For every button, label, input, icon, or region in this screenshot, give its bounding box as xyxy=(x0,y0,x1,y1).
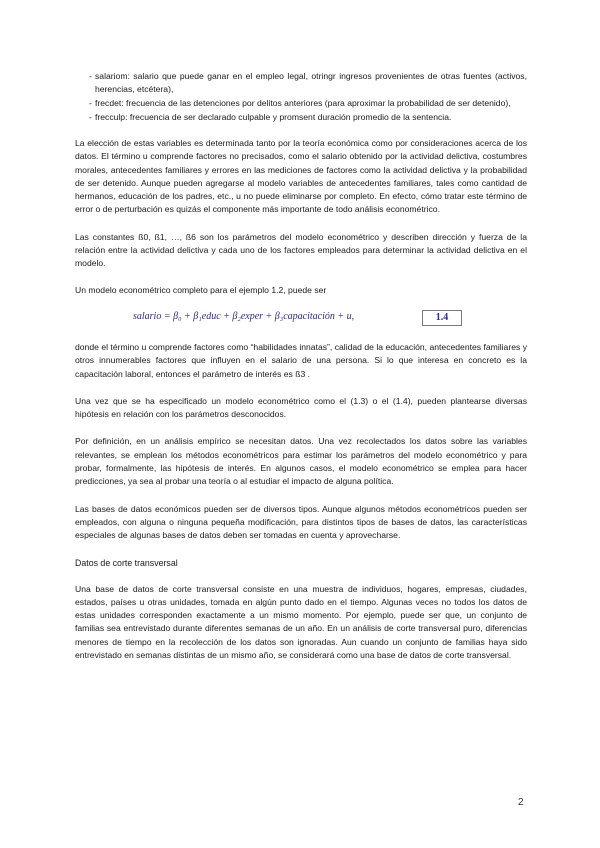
variable-list xyxy=(75,70,527,124)
section-heading: Datos de corte transversal xyxy=(75,557,178,568)
bullet-marker: - xyxy=(89,98,92,108)
page-number: 2 xyxy=(518,797,524,808)
equation-row xyxy=(75,307,527,331)
document-page xyxy=(75,70,527,662)
list-item-text: frecculp: frecuencia de ser declarado culpable y promsent duración promedio de la sentencia. xyxy=(95,112,452,122)
list-item xyxy=(75,97,527,110)
list-item xyxy=(75,111,527,124)
list-item-text: frecdet: frecuencia de las detenciones por delitos anteriores (para aproximar la probabilidad de ser detenido), xyxy=(95,98,511,108)
equation: salario = β₀ + β₁educ + β₂exper + β₃capacitación + u, xyxy=(133,310,355,322)
list-item xyxy=(75,70,527,96)
paragraph-hypotheses: Una vez que se ha especificado un modelo econométrico como el (1.3) o el (1.4), pueden plantearse diversas hipótesis en relación con los parámetros desconocidos. xyxy=(75,395,527,420)
paragraph-data-types: Las bases de datos económicos pueden ser de diversos tipos. Aunque algunos métodos econométricos pueden ser empleados, con alguna o ninguna pequeña modificación, para distintos tipos de bases de datos, las características especiales de algunas bases de datos deben ser tomadas en cuenta y aprovecharse. xyxy=(75,503,527,541)
paragraph-model-intro: Un modelo econométrico completo para el ejemplo 1.2, puede ser xyxy=(75,284,327,295)
paragraph-variable-choice: La elección de estas variables es determinada tanto por la teoría económica como por consideraciones acerca de los datos. El término u comprende factores no precisados, como el salario obtenido por la actividad delictiva, costumbres morales, antecedentes familiares y errores en las mediciones de factores como la actividad delictiva y la probabilidad de ser detenido. Aunque pueden agregarse al modelo variables de antecedentes familiares, tales como cantidad de hermanos, educación de los padres, etc., u no puede eliminarse por completo. En efecto, cómo tratar este término de error o de perturbación es quizás el componente más importante de todo análisis econométrico. xyxy=(75,138,527,215)
bullet-marker: - xyxy=(89,112,92,122)
paragraph-empirical-analysis: Por definición, en un análisis empírico se necesitan datos. Una vez recolectados los datos sobre las variables relevantes, se emplean los métodos econométricos para estimar los parámetros del modelo econométrico y para probar, formalmente, las hipótesis de interés. En algunos casos, el modelo econométrico se emplea para hacer predicciones, ya sea al probar una teoría o al estudiar el impacto de alguna política. xyxy=(75,436,527,487)
list-item-text: salariom: salario que puede ganar en el empleo legal, otringr ingresos provenientes de otras fuentes (activos, herencias, etcétera), xyxy=(95,71,527,94)
paragraph-cross-section: Una base de datos de corte transversal consiste en una muestra de individuos, hogares, empresas, ciudades, estados, países u otras unidades, tomada en algún punto dado en el tiempo. Algunas veces no todos los datos de estas unidades corresponden exactamente a un mismo momento. Por ejemplo, puede ser que, un conjunto de familias sea entrevistado durante diferentes semanas de un año. En un análisis de corte transversal puro, diferencias menores de tiempo en la recolección de los datos son ignoradas. Aun cuando un conjunto de familias haya sido entrevistado en semanas distintas de un mismo año, se considerará como una base de datos de corte transversal. xyxy=(75,583,527,661)
bullet-marker: - xyxy=(89,71,92,81)
equation-number: 1.4 xyxy=(422,310,462,326)
paragraph-constants: Las constantes ß0, ß1, …, ß6 son los parámetros del modelo econométrico y describen dirección y fuerza de la relación entre la actividad delictiva y cada uno de los factores empleados para determinar la actividad delictiva en el modelo. xyxy=(75,231,527,269)
paragraph-error-term: donde el término u comprende factores como “habilidades innatas”, calidad de la educación, antecedentes familiares y otros innumerables factores que influyen en el salario de una persona. Si lo que interesa en concreto es la capacitación laboral, entonces el parámetro de interés es ß3 . xyxy=(75,341,527,379)
